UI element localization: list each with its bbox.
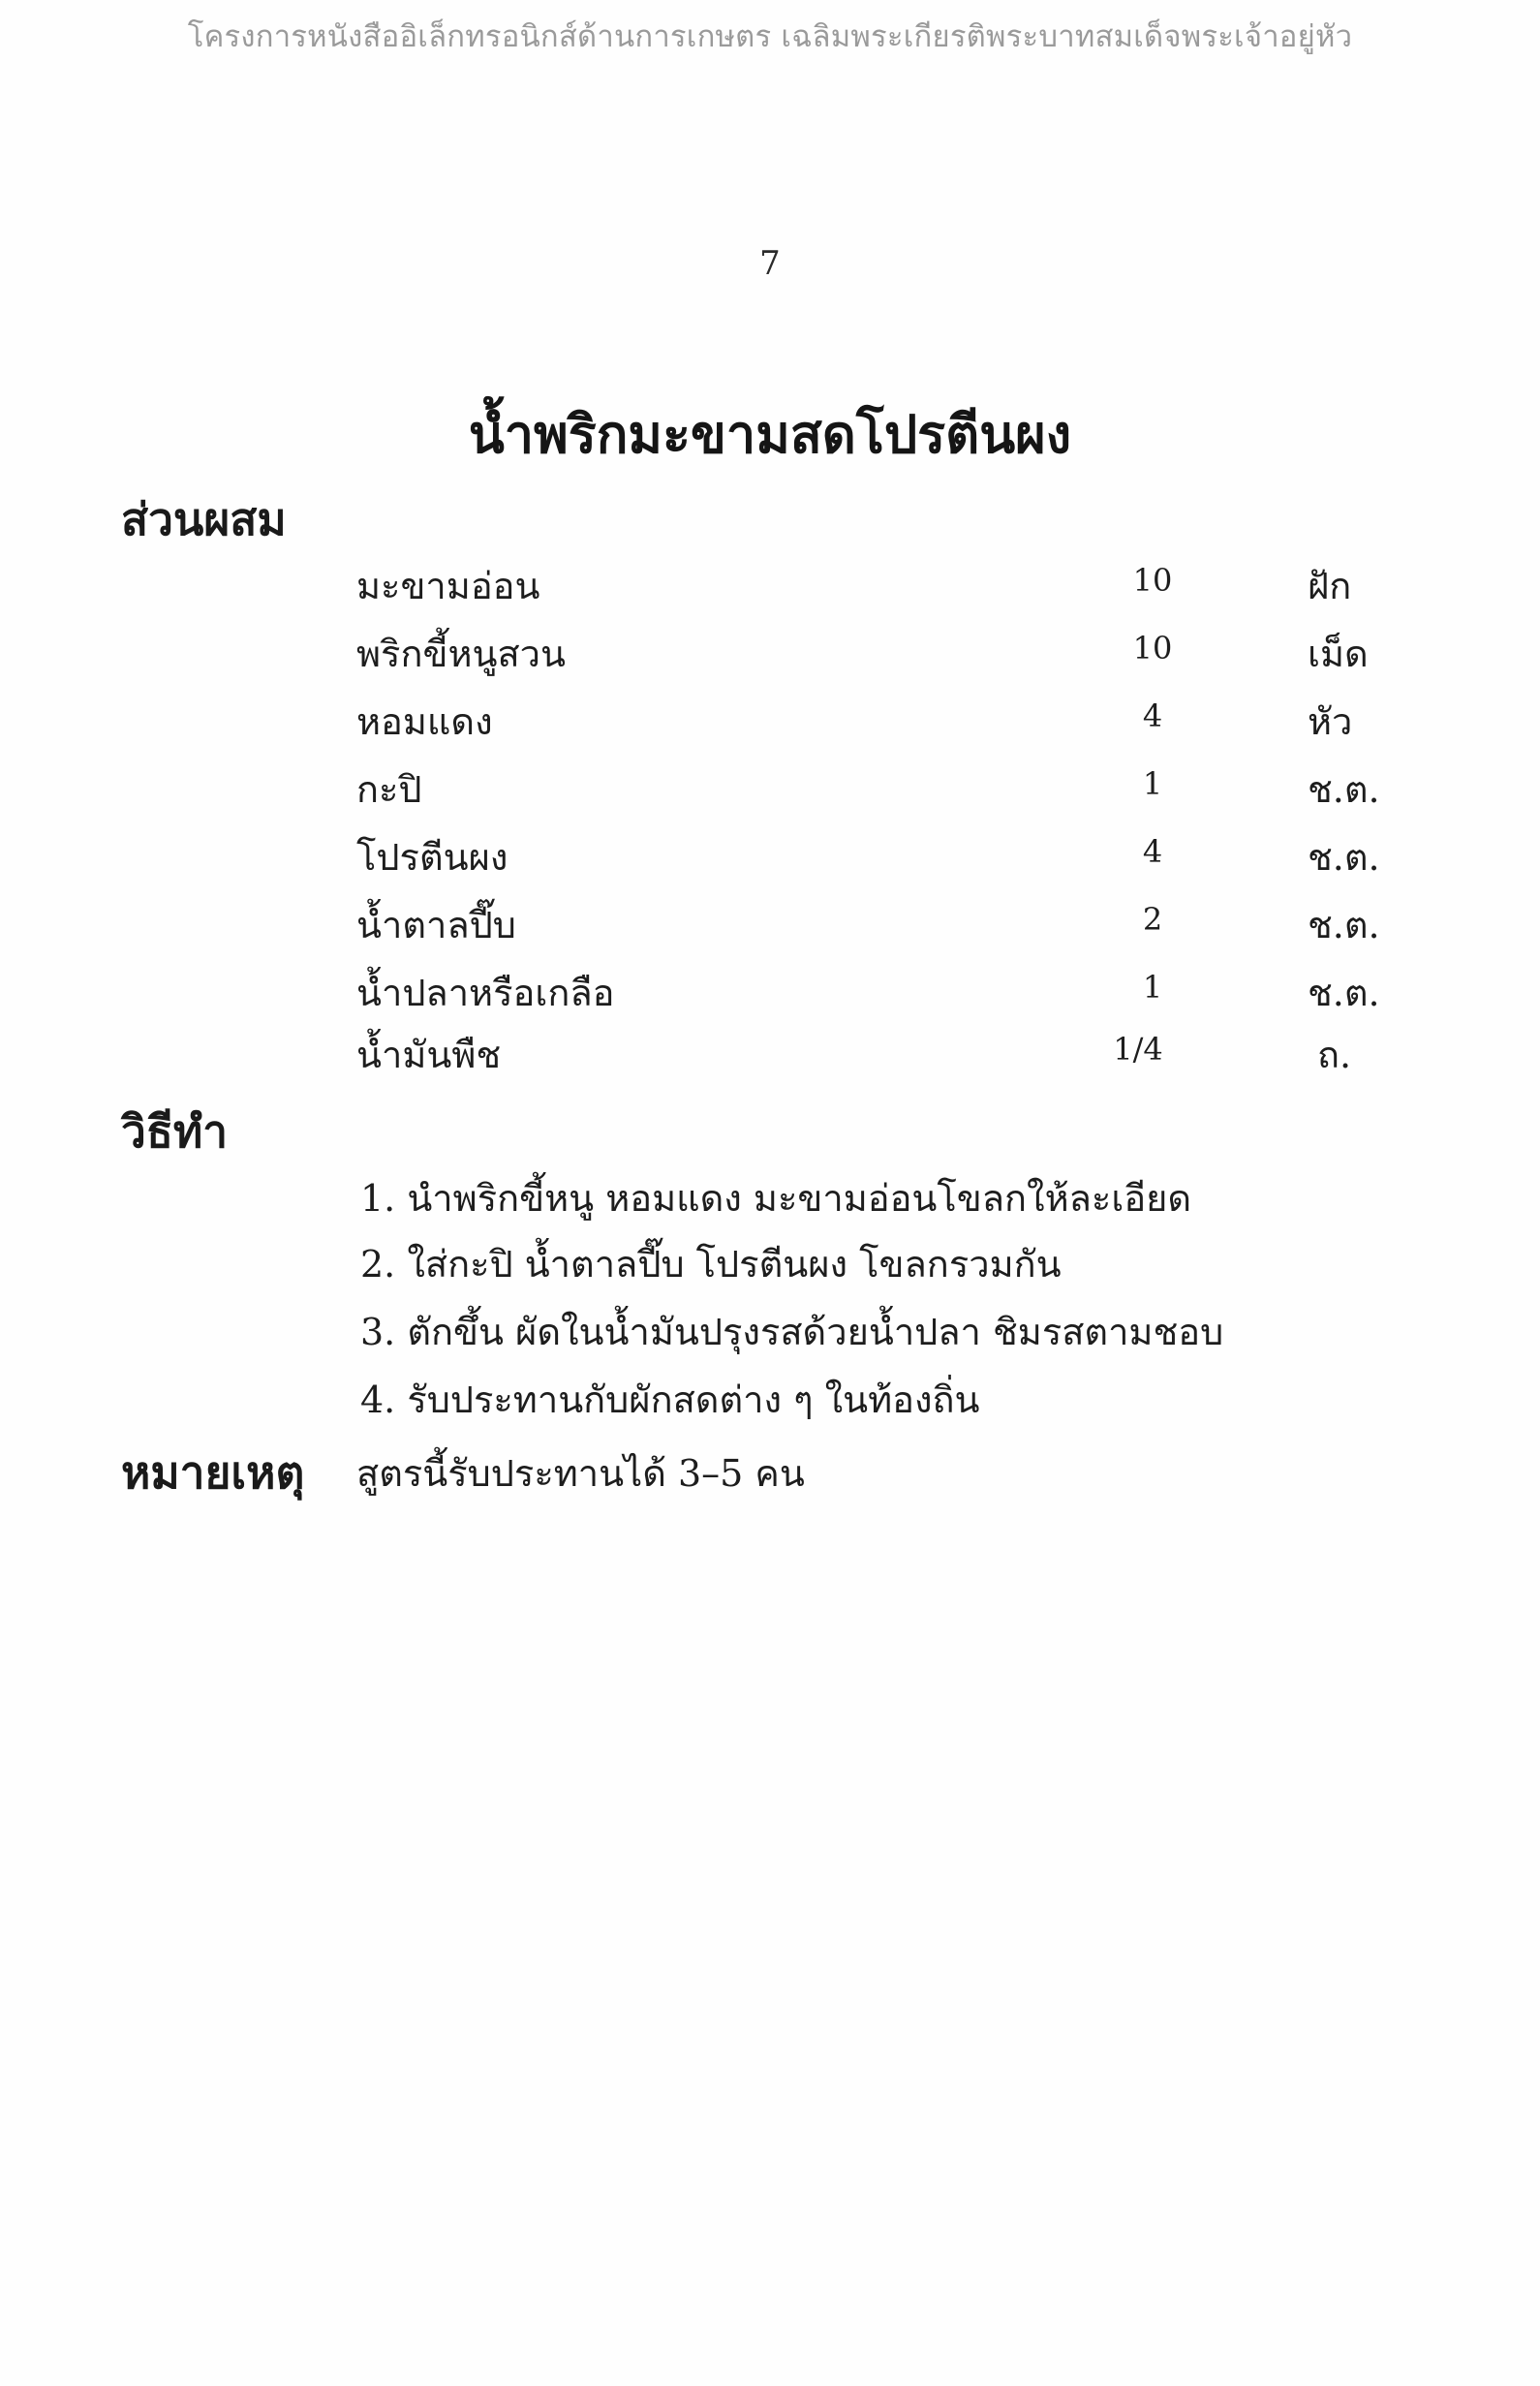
ingredient-row: [0, 556, 1540, 614]
ingredient-row: [0, 624, 1540, 682]
ingredient-name: น้ำตาลปี๊บ: [356, 904, 516, 946]
ingredient-name: น้ำมันพืช: [356, 1034, 502, 1076]
method-step: 2. ใส่กะปิ น้ำตาลปี๊บ โปรตีนผง โขลกรวมกัน: [360, 1243, 1062, 1286]
method-step: 4. รับประทานกับผักสดต่าง ๆ ในท้องถิ่น: [360, 1379, 980, 1421]
ingredient-qty: 4: [1142, 697, 1163, 734]
method-step: 1. นำพริกขี้หนู หอมแดง มะขามอ่อนโขลกให้ละเอียด: [360, 1177, 1192, 1220]
ingredient-name: มะขามอ่อน: [356, 565, 540, 607]
ingredients-heading: ส่วนผสม: [121, 493, 287, 545]
ingredient-unit: ช.ต.: [1308, 904, 1380, 946]
ingredient-qty: 1: [1142, 969, 1163, 1006]
ingredient-unit: ช.ต.: [1308, 836, 1380, 879]
ingredient-row: [0, 1025, 1540, 1083]
ingredient-unit: ช.ต.: [1308, 972, 1380, 1014]
method-heading: วิธีทำ: [121, 1105, 229, 1158]
note-heading: หมายเหตุ: [121, 1446, 305, 1499]
ingredient-unit: เม็ด: [1308, 633, 1369, 675]
ingredient-name: โปรตีนผง: [356, 836, 508, 879]
ingredient-name: หอมแดง: [356, 700, 493, 743]
ingredient-qty: 10: [1132, 630, 1173, 666]
ingredient-qty: 10: [1132, 562, 1173, 599]
ingredient-unit: ฝัก: [1308, 565, 1352, 607]
ingredient-row: [0, 827, 1540, 885]
ingredient-qty: 1: [1142, 765, 1163, 802]
ingredient-qty: 2: [1142, 901, 1163, 938]
ingredient-name: กะปิ: [356, 768, 422, 811]
ingredient-row: [0, 895, 1540, 953]
ingredient-qty: 1/4: [1113, 1031, 1163, 1068]
note-text: สูตรนี้รับประทานได้ 3–5 คน: [356, 1452, 805, 1495]
ingredient-qty: 4: [1142, 833, 1163, 870]
header-text: โครงการหนังสืออิเล็กทรอนิกส์ด้านการเกษตร เฉลิมพระเกียรติพระบาทสมเด็จพระเจ้าอยู่หัว: [187, 19, 1353, 54]
page-number: 7: [759, 244, 781, 283]
ingredient-unit: ถ.: [1317, 1034, 1352, 1076]
ingredient-name: พริกขี้หนูสวน: [356, 633, 566, 675]
ingredient-unit: ช.ต.: [1308, 768, 1380, 811]
ingredient-row: [0, 759, 1540, 818]
ingredient-name: น้ำปลาหรือเกลือ: [356, 972, 615, 1014]
ingredient-unit: หัว: [1308, 700, 1353, 743]
ingredient-row: [0, 963, 1540, 1021]
recipe-title: น้ำพริกมะขามสดโปรตีนผง: [468, 404, 1072, 465]
method-step: 3. ตักขึ้น ผัดในน้ำมันปรุงรสด้วยน้ำปลา ชิมรสตามชอบ: [360, 1311, 1224, 1353]
ingredient-row: [0, 692, 1540, 750]
